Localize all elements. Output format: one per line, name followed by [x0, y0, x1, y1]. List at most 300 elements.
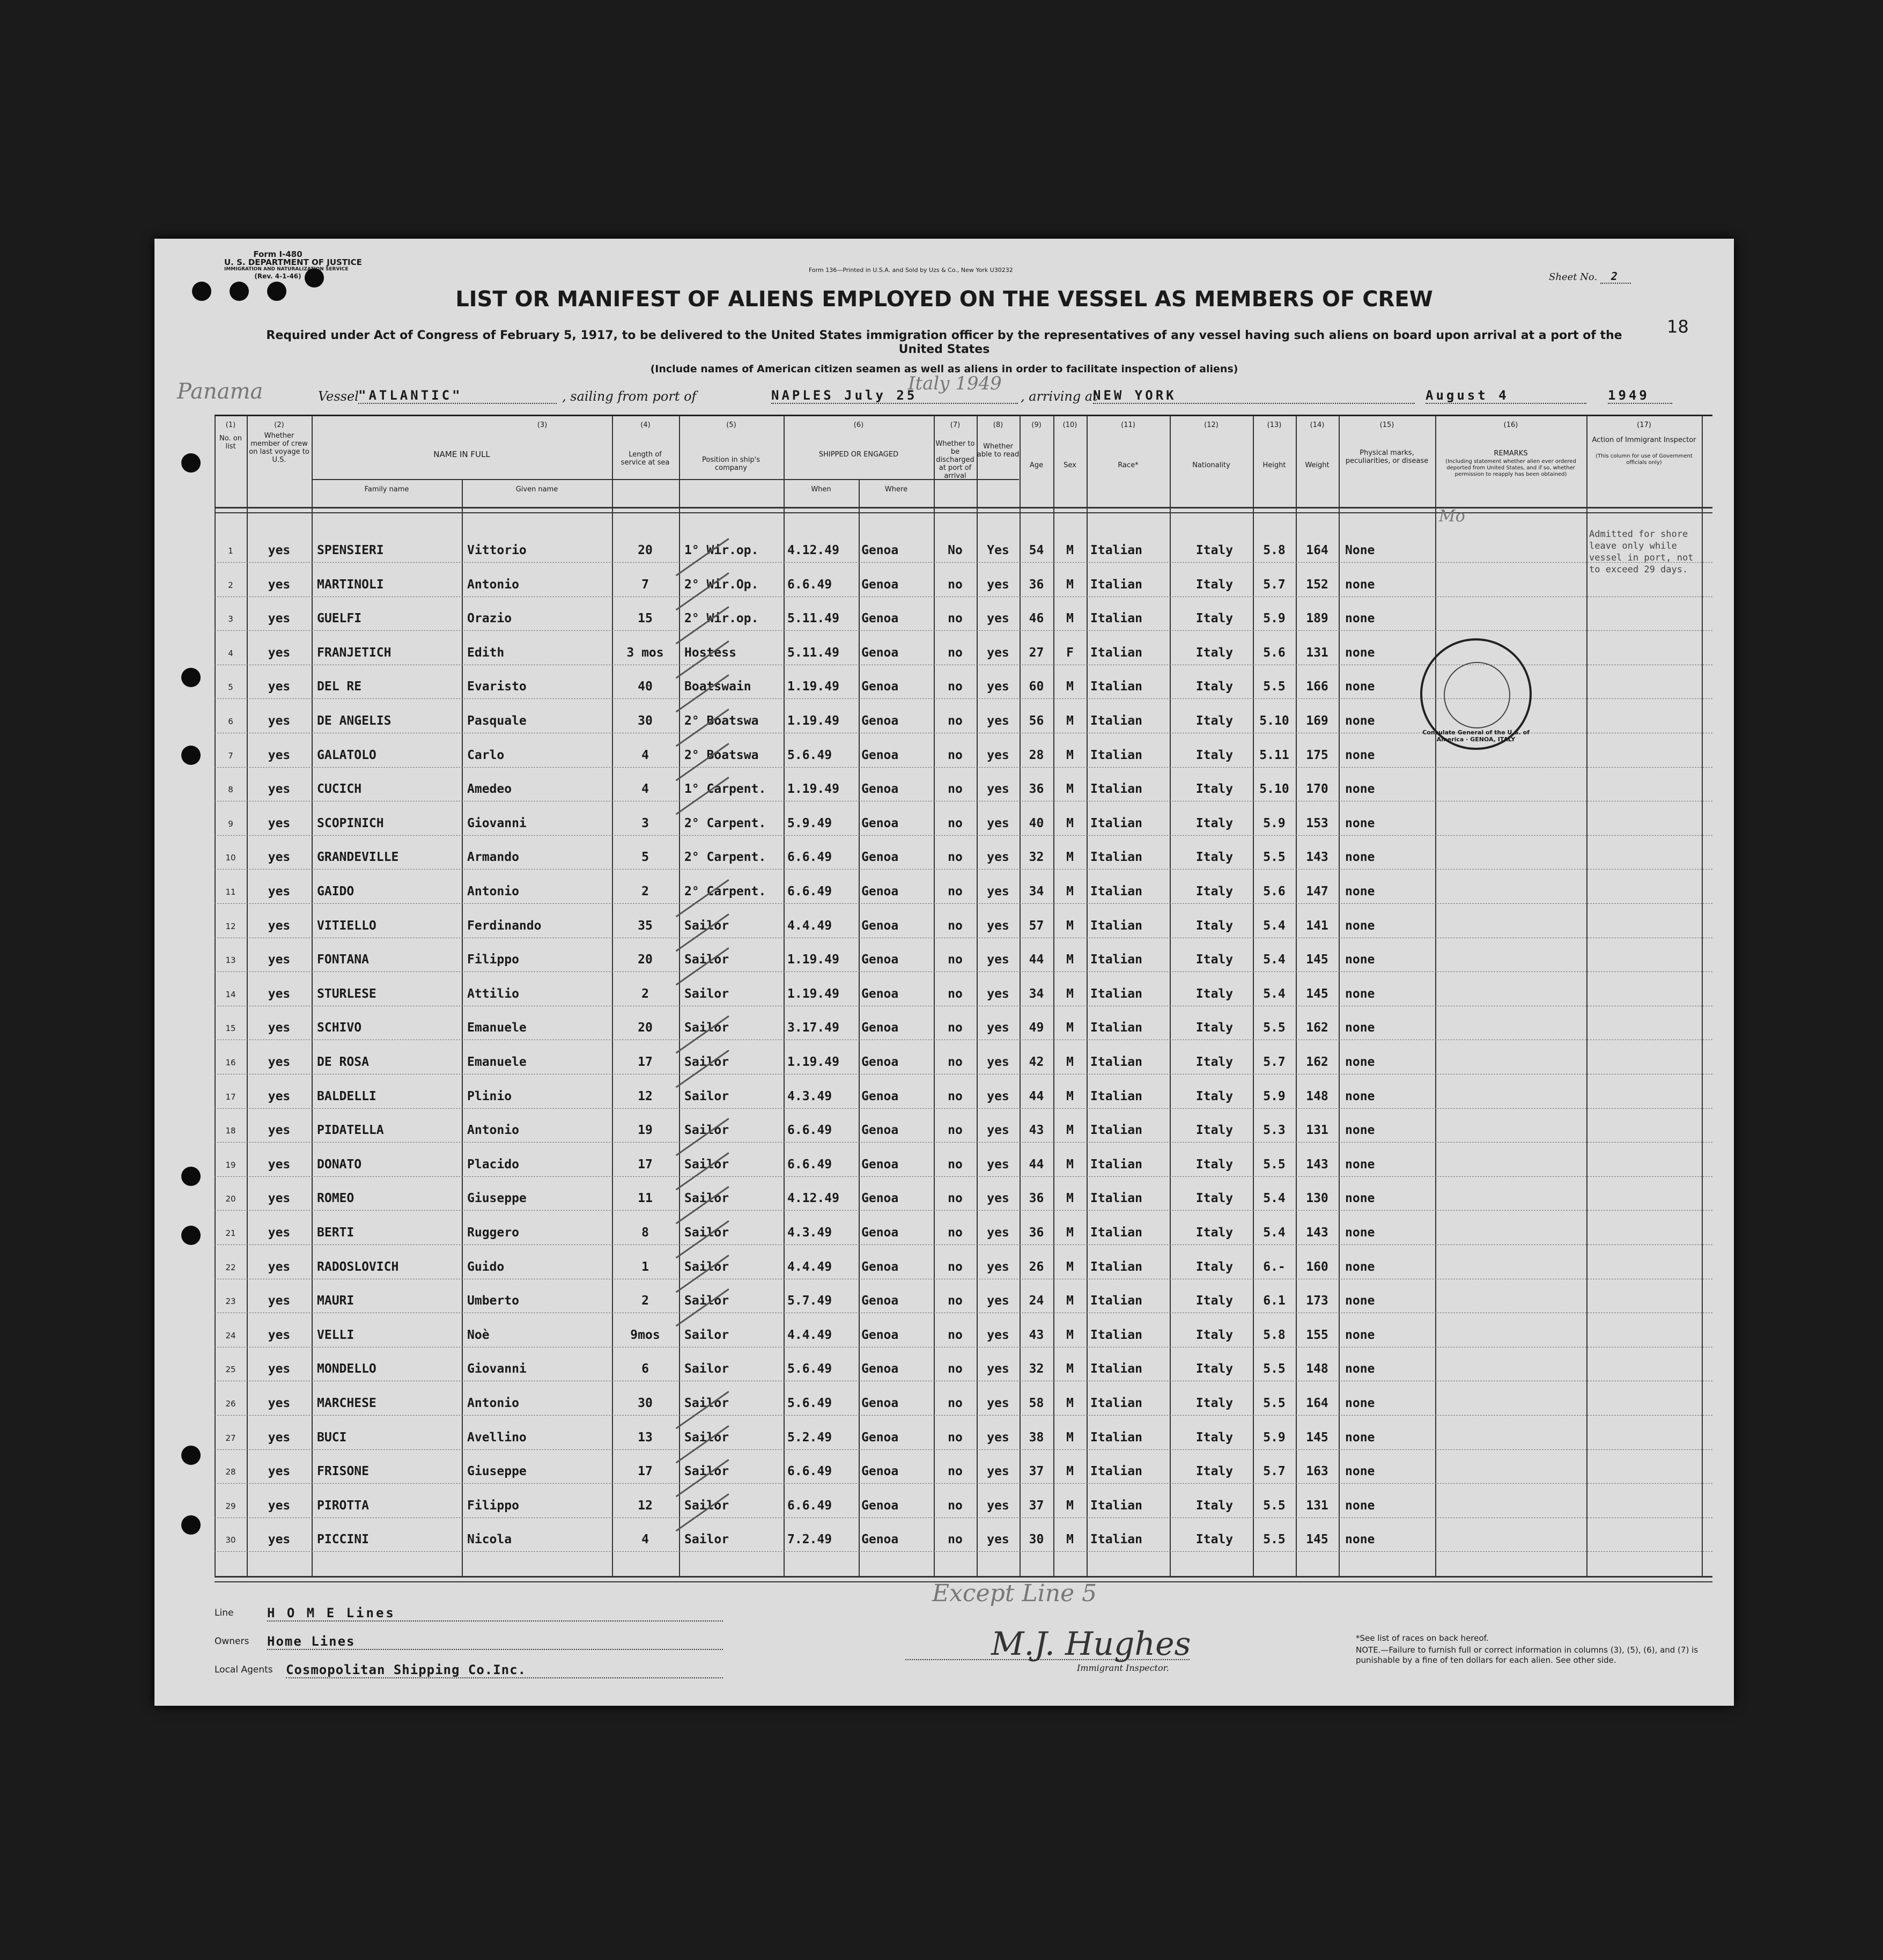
physical-marks: none — [1345, 885, 1375, 898]
race: Italian — [1090, 1055, 1142, 1069]
last-voyage: yes — [268, 748, 291, 762]
shipped-place: Genoa — [861, 1532, 899, 1547]
arriving-label: , arriving at — [1021, 389, 1098, 404]
race: Italian — [1090, 611, 1142, 626]
sex: M — [1066, 543, 1074, 557]
weight: 163 — [1306, 1464, 1328, 1479]
discharge: no — [948, 1328, 963, 1342]
age: 36 — [1029, 577, 1044, 592]
age: 46 — [1029, 611, 1044, 626]
sex: M — [1066, 1259, 1074, 1274]
physical-marks: none — [1345, 816, 1375, 830]
weight: 166 — [1306, 680, 1328, 694]
sex: M — [1066, 1396, 1074, 1410]
sex: M — [1066, 680, 1074, 694]
sex: M — [1066, 1294, 1074, 1308]
col-head-remarks-note: (Including statement whether alien ever ordered deported from United States, and if so, whether permission to reapply has been obtained) — [1445, 459, 1576, 477]
position: 2° Boatswa — [684, 714, 759, 728]
family-name: VELLI — [317, 1328, 355, 1342]
shipped-place: Genoa — [861, 645, 899, 660]
age: 40 — [1029, 816, 1044, 830]
family-name: SCOPINICH — [317, 816, 384, 830]
shipped-date: 6.6.49 — [787, 885, 832, 898]
sex: M — [1066, 782, 1074, 797]
shipped-place: Genoa — [861, 1055, 899, 1069]
age: 36 — [1029, 1191, 1044, 1206]
weight: 175 — [1306, 748, 1328, 762]
able-to-read: Yes — [987, 543, 1009, 557]
position: Hostess — [684, 645, 736, 660]
column-rule — [1170, 416, 1171, 1576]
form-rev: (Rev. 4-1-46) — [254, 272, 301, 280]
service-length: 17 — [638, 1464, 653, 1479]
col-head-read: Whether able to read — [977, 443, 1020, 459]
given-name: Antonio — [467, 885, 519, 898]
last-voyage: yes — [268, 1396, 291, 1410]
col-head-height: Height — [1262, 461, 1286, 469]
height: 5.9 — [1263, 816, 1286, 830]
discharge: no — [948, 885, 963, 898]
service-length: 2 — [641, 885, 649, 898]
shipped-date: 5.6.49 — [787, 1362, 832, 1376]
page-subtitle-2: (Include names of American citizen seamen as well as aliens in order to facilitate inspection of aliens) — [650, 363, 1238, 375]
col-head-shipped: SHIPPED OR ENGAGED — [818, 451, 899, 459]
given-name: Vittorio — [467, 543, 527, 557]
fine-note: NOTE.—Failure to furnish full or correct information in columns (3), (5), (6), and (7) is punishable by a fine of ten dollars for each alien. See other side. — [1356, 1645, 1699, 1665]
weight: 189 — [1306, 611, 1328, 626]
row-number: 23 — [225, 1296, 236, 1307]
race: Italian — [1090, 1396, 1142, 1410]
age: 60 — [1029, 680, 1044, 694]
stamp-text: Consulate General of the U.S. of America · GENOA, ITALY — [1422, 729, 1530, 743]
row-number: 24 — [225, 1330, 236, 1340]
physical-marks: none — [1345, 918, 1375, 933]
column-rule — [859, 479, 860, 1576]
height: 5.11 — [1259, 748, 1289, 762]
able-to-read: yes — [987, 1157, 1009, 1171]
col-head-no: No. on list — [219, 434, 242, 451]
physical-marks: none — [1345, 611, 1375, 626]
given-name: Guido — [467, 1259, 505, 1274]
race: Italian — [1090, 850, 1142, 865]
inspector-signature: M.J. Hughes — [991, 1625, 1191, 1663]
physical-marks: none — [1345, 953, 1375, 967]
row-number: 9 — [228, 819, 233, 829]
nationality: Italy — [1195, 1328, 1234, 1342]
family-name: RADOSLOVICH — [317, 1259, 399, 1274]
col-head-action: Action of Immigrant Inspector — [1592, 436, 1696, 444]
row-number: 3 — [228, 614, 233, 624]
shipped-date: 6.6.49 — [787, 1498, 832, 1513]
last-voyage: yes — [268, 680, 291, 694]
position: Sailor — [684, 1294, 729, 1308]
physical-marks: None — [1345, 543, 1375, 557]
able-to-read: yes — [987, 1328, 1009, 1342]
position: Sailor — [684, 1430, 729, 1445]
sheet-no-label — [1549, 270, 1631, 283]
age: 37 — [1029, 1464, 1044, 1479]
agency-block — [224, 249, 362, 281]
given-name: Emanuele — [467, 1021, 527, 1035]
discharge: no — [948, 918, 963, 933]
position: 2° Carpent. — [684, 885, 766, 898]
sex: M — [1066, 611, 1074, 626]
last-voyage: yes — [268, 816, 291, 830]
service-length: 8 — [641, 1226, 649, 1240]
race: Italian — [1090, 1021, 1142, 1035]
service-length: 20 — [638, 543, 653, 557]
last-voyage: yes — [268, 1191, 291, 1206]
age: 57 — [1029, 918, 1044, 933]
table-bottom-rule — [215, 1576, 1712, 1578]
last-voyage: yes — [268, 611, 291, 626]
given-name: Antonio — [467, 577, 519, 592]
punch-hole — [181, 668, 201, 687]
nationality: Italy — [1195, 645, 1234, 660]
col-num-5: (5) — [726, 421, 736, 429]
shipped-place: Genoa — [861, 1259, 899, 1274]
col-num-2: (2) — [274, 421, 284, 429]
able-to-read: yes — [987, 680, 1009, 694]
able-to-read: yes — [987, 1498, 1009, 1513]
able-to-read: yes — [987, 645, 1009, 660]
position: Sailor — [684, 953, 729, 967]
able-to-read: yes — [987, 748, 1009, 762]
shipped-date: 6.6.49 — [787, 1123, 832, 1138]
last-voyage: yes — [268, 1464, 291, 1479]
nationality: Italy — [1195, 748, 1234, 762]
family-name: GALATOLO — [317, 748, 376, 762]
physical-marks: none — [1345, 748, 1375, 762]
race: Italian — [1090, 577, 1142, 592]
last-voyage: yes — [268, 1328, 291, 1342]
row-number: 7 — [228, 750, 233, 761]
row-number: 11 — [225, 887, 236, 897]
race: Italian — [1090, 918, 1142, 933]
position: 2° Wir.Op. — [684, 577, 759, 592]
physical-marks: none — [1345, 1191, 1375, 1206]
height: 5.5 — [1263, 1157, 1286, 1171]
weight: 145 — [1306, 986, 1328, 1001]
page-title: LIST OR MANIFEST OF ALIENS EMPLOYED ON THE VESSEL AS MEMBERS OF CREW — [455, 287, 1433, 312]
position: Sailor — [684, 918, 729, 933]
signature-line — [905, 1659, 1190, 1660]
family-name: GUELFI — [317, 611, 362, 626]
family-name: FRISONE — [317, 1464, 369, 1479]
physical-marks: none — [1345, 850, 1375, 865]
service-length: 4 — [641, 748, 649, 762]
vessel-name: "ATLANTIC" — [358, 388, 557, 404]
last-voyage: yes — [268, 918, 291, 933]
height: 5.5 — [1263, 1362, 1286, 1376]
last-voyage: yes — [268, 1294, 291, 1308]
row-number: 15 — [225, 1023, 236, 1034]
position: 2° Boatswa — [684, 748, 759, 762]
race: Italian — [1090, 1532, 1142, 1547]
family-name: ROMEO — [317, 1191, 355, 1206]
shipped-date: 5.11.49 — [787, 611, 839, 626]
given-name: Giuseppe — [467, 1191, 527, 1206]
row-rule — [215, 835, 1712, 836]
form-id: Form I-480 — [253, 249, 302, 259]
shipped-date: 6.6.49 — [787, 1464, 832, 1479]
row-number: 2 — [228, 580, 233, 590]
race: Italian — [1090, 543, 1142, 557]
col-head-nationality: Nationality — [1192, 461, 1230, 469]
physical-marks: none — [1345, 986, 1375, 1001]
service-length: 3 — [641, 816, 649, 830]
shipped-place: Genoa — [861, 543, 899, 557]
given-name: Giuseppe — [467, 1464, 527, 1479]
race: Italian — [1090, 885, 1142, 898]
shipped-date: 1.19.49 — [787, 714, 839, 728]
race: Italian — [1090, 953, 1142, 967]
nationality: Italy — [1195, 1157, 1234, 1171]
service-length: 6 — [641, 1362, 649, 1376]
line-label: Line — [215, 1608, 234, 1618]
able-to-read: yes — [987, 918, 1009, 933]
given-name: Evaristo — [467, 680, 527, 694]
discharge: no — [948, 1498, 963, 1513]
physical-marks: none — [1345, 1396, 1375, 1410]
nationality: Italy — [1195, 850, 1234, 865]
shipped-place: Genoa — [861, 577, 899, 592]
age: 37 — [1029, 1498, 1044, 1513]
agency-name: U. S. DEPARTMENT OF JUSTICE — [224, 257, 362, 267]
shipped-place: Genoa — [861, 850, 899, 865]
punch-hole — [181, 453, 201, 473]
family-name: BALDELLI — [317, 1089, 376, 1103]
race: Italian — [1090, 714, 1142, 728]
shipped-date: 4.4.49 — [787, 1328, 832, 1342]
printer-line: Form 136—Printed in U.S.A. and Sold by Uzs & Co., New York U30232 — [809, 267, 1013, 274]
able-to-read: yes — [987, 986, 1009, 1001]
age: 44 — [1029, 1089, 1044, 1103]
position: 2° Carpent. — [684, 850, 766, 865]
column-rule — [1435, 416, 1436, 1576]
col-num-4: (4) — [640, 421, 651, 429]
weight: 152 — [1306, 577, 1328, 592]
age: 26 — [1029, 1259, 1044, 1274]
discharge: no — [948, 1226, 963, 1240]
shipped-place: Genoa — [861, 885, 899, 898]
service-length: 1 — [641, 1259, 649, 1274]
row-number: 5 — [228, 682, 233, 692]
position: Sailor — [684, 1226, 729, 1240]
physical-marks: none — [1345, 1294, 1375, 1308]
position: Sailor — [684, 1259, 729, 1274]
given-name: Emanuele — [467, 1055, 527, 1069]
family-name: MARTINOLI — [317, 577, 384, 592]
age: 42 — [1029, 1055, 1044, 1069]
able-to-read: yes — [987, 1396, 1009, 1410]
age: 56 — [1029, 714, 1044, 728]
col-head-race: Race* — [1118, 461, 1139, 469]
given-name: Armando — [467, 850, 519, 865]
column-rule — [784, 416, 785, 1576]
position: Sailor — [684, 1396, 729, 1410]
row-number: 4 — [228, 648, 233, 658]
service-length: 9mos — [630, 1328, 660, 1342]
sex: M — [1066, 1191, 1074, 1206]
sailing-label: , sailing from port of — [562, 389, 697, 404]
family-name: PIROTTA — [317, 1498, 369, 1513]
given-name: Placido — [467, 1157, 519, 1171]
physical-marks: none — [1345, 714, 1375, 728]
punch-hole — [181, 1226, 201, 1245]
height: 5.9 — [1263, 611, 1286, 626]
last-voyage: yes — [268, 885, 291, 898]
remarks-typed: Admitted for shore leave only while vessel in port, not to exceed 29 days. — [1589, 529, 1694, 575]
last-voyage: yes — [268, 1430, 291, 1445]
punch-hole — [181, 1515, 201, 1535]
column-rule — [462, 479, 463, 1576]
given-name: Antonio — [467, 1123, 519, 1138]
col-num-16: (16) — [1503, 421, 1518, 429]
service-length: 17 — [638, 1157, 653, 1171]
col-head-position: Position in ship's company — [702, 456, 760, 472]
discharge: no — [948, 611, 963, 626]
weight: 131 — [1306, 1498, 1328, 1513]
height: 5.10 — [1259, 782, 1289, 797]
height: 5.5 — [1263, 1532, 1286, 1547]
able-to-read: yes — [987, 1532, 1009, 1547]
nationality: Italy — [1195, 680, 1234, 694]
race: Italian — [1090, 1430, 1142, 1445]
service-length: 12 — [638, 1089, 653, 1103]
col-head-family: Family name — [364, 485, 409, 493]
sex: M — [1066, 1430, 1074, 1445]
last-voyage: yes — [268, 1226, 291, 1240]
nationality: Italy — [1195, 714, 1234, 728]
given-name: Nicola — [467, 1532, 512, 1547]
family-name: BUCI — [317, 1430, 347, 1445]
nationality: Italy — [1195, 543, 1234, 557]
column-rule — [1586, 416, 1587, 1576]
discharge: no — [948, 1464, 963, 1479]
shipped-date: 5.7.49 — [787, 1294, 832, 1308]
discharge: no — [948, 1157, 963, 1171]
last-voyage: yes — [268, 850, 291, 865]
nationality: Italy — [1195, 1089, 1234, 1103]
weight: 145 — [1306, 1532, 1328, 1547]
handwritten-year-note: Italy 1949 — [908, 373, 1002, 394]
row-number: 14 — [225, 989, 236, 999]
service-length: 35 — [638, 918, 653, 933]
sex: M — [1066, 1328, 1074, 1342]
col-num-3: (3) — [537, 421, 548, 429]
nationality: Italy — [1195, 1259, 1234, 1274]
shipped-place: Genoa — [861, 611, 899, 626]
family-name: STURLESE — [317, 986, 376, 1001]
punch-hole — [181, 1446, 201, 1465]
nationality: Italy — [1195, 782, 1234, 797]
col-head-crew: Whether member of crew on last voyage to U.S. — [249, 432, 309, 464]
weight: 131 — [1306, 1123, 1328, 1138]
physical-marks: none — [1345, 1021, 1375, 1035]
able-to-read: yes — [987, 1430, 1009, 1445]
sheet-number: 2 — [1600, 270, 1631, 284]
eagle-seal-icon — [1444, 662, 1510, 728]
row-number: 6 — [228, 717, 233, 726]
sex: F — [1066, 645, 1074, 660]
row-number: 27 — [225, 1433, 236, 1443]
family-name: MARCHESE — [317, 1396, 376, 1410]
given-name: Noè — [467, 1328, 490, 1342]
race: Italian — [1090, 645, 1142, 660]
row-rule — [215, 1142, 1712, 1143]
position: Sailor — [684, 1157, 729, 1171]
position: Sailor — [684, 1498, 729, 1513]
last-voyage: yes — [268, 577, 291, 592]
row-number: 28 — [225, 1467, 236, 1477]
last-voyage: yes — [268, 1089, 291, 1103]
able-to-read: yes — [987, 1362, 1009, 1376]
discharge: no — [948, 1532, 963, 1547]
height: 6.- — [1263, 1259, 1286, 1274]
nationality: Italy — [1195, 986, 1234, 1001]
age: 32 — [1029, 1362, 1044, 1376]
column-rule — [612, 416, 613, 1576]
name-subrule — [312, 479, 790, 480]
height: 5.5 — [1263, 1498, 1286, 1513]
col-num-17: (17) — [1637, 421, 1651, 429]
physical-marks: none — [1345, 1226, 1375, 1240]
able-to-read: yes — [987, 1055, 1009, 1069]
physical-marks: none — [1345, 1157, 1375, 1171]
position: Sailor — [684, 1328, 729, 1342]
column-rule — [1339, 416, 1340, 1576]
position: Boatswain — [684, 680, 751, 694]
age: 44 — [1029, 953, 1044, 967]
height: 5.6 — [1263, 645, 1286, 660]
sex: M — [1066, 1362, 1074, 1376]
given-name: Attilio — [467, 986, 519, 1001]
family-name: PIDATELLA — [317, 1123, 384, 1138]
able-to-read: yes — [987, 850, 1009, 865]
age: 43 — [1029, 1328, 1044, 1342]
discharge: No — [948, 543, 963, 557]
row-rule — [215, 767, 1712, 768]
shipped-place: Genoa — [861, 1226, 899, 1240]
shipped-place: Genoa — [861, 953, 899, 967]
row-number: 26 — [225, 1399, 236, 1409]
last-voyage: yes — [268, 986, 291, 1001]
row-rule — [215, 869, 1712, 870]
shipped-place: Genoa — [861, 1464, 899, 1479]
shipped-place: Genoa — [861, 1021, 899, 1035]
shipped-date: 4.4.49 — [787, 1259, 832, 1274]
height: 5.8 — [1263, 1328, 1286, 1342]
row-number: 19 — [225, 1160, 236, 1170]
shipped-date: 5.6.49 — [787, 1396, 832, 1410]
shipped-place: Genoa — [861, 714, 899, 728]
shipped-place: Genoa — [861, 782, 899, 797]
shipped-place: Genoa — [861, 918, 899, 933]
table-header-rule-2 — [215, 512, 1712, 513]
service-length: 19 — [638, 1123, 653, 1138]
weight: 145 — [1306, 1430, 1328, 1445]
punch-hole — [181, 746, 201, 765]
shipped-date: 6.6.49 — [787, 577, 832, 592]
shipped-date: 6.6.49 — [787, 850, 832, 865]
family-name: CUCICH — [317, 782, 362, 797]
weight: 170 — [1306, 782, 1328, 797]
race: Italian — [1090, 782, 1142, 797]
row-rule — [215, 903, 1712, 904]
row-number: 21 — [225, 1228, 236, 1238]
age: 30 — [1029, 1532, 1044, 1547]
